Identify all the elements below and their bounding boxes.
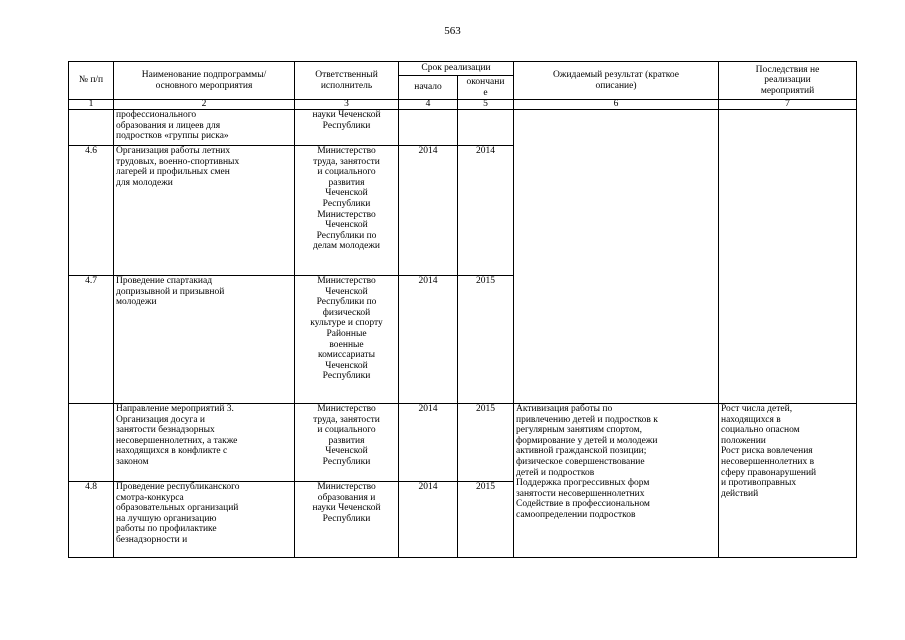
table-row bbox=[69, 110, 857, 146]
row-responsible: Министерство Чеченской Республики по физической культуре и спорту Районные военные комиссариаты Чеченской Республики bbox=[295, 276, 399, 404]
row-start: 2014 bbox=[399, 276, 458, 404]
row-start: 2014 bbox=[399, 404, 458, 482]
column-number: 1 bbox=[69, 100, 114, 110]
column-number: 4 bbox=[399, 100, 458, 110]
header-consequences: Последствия не реализации мероприятий bbox=[719, 62, 857, 100]
row-num: 4.7 bbox=[69, 276, 114, 404]
column-number: 3 bbox=[295, 100, 399, 110]
header-num: № п/п bbox=[69, 62, 114, 100]
row-start: 2014 bbox=[399, 482, 458, 558]
row-responsible: Министерство труда, занятости и социального развития Чеченской Республики bbox=[295, 404, 399, 482]
row-num: 4.8 bbox=[69, 482, 114, 558]
row-responsible: науки Чеченской Республики bbox=[295, 110, 399, 146]
row-consequences-empty bbox=[719, 110, 857, 404]
row-name: Организация работы летних трудовых, военно-спортивных лагерей и профильных смен для молодежи bbox=[114, 146, 295, 276]
row-end: 2015 bbox=[458, 482, 514, 558]
table-row bbox=[69, 404, 857, 482]
column-number: 7 bbox=[719, 100, 857, 110]
header-start: начало bbox=[399, 76, 458, 100]
row-end bbox=[458, 110, 514, 146]
row-result-empty bbox=[514, 110, 719, 404]
column-number: 2 bbox=[114, 100, 295, 110]
row-start: 2014 bbox=[399, 146, 458, 276]
row-num bbox=[69, 404, 114, 482]
row-responsible: Министерство труда, занятости и социального развития Чеченской Республики Министерство Чеченской Республики по делам молодежи bbox=[295, 146, 399, 276]
header-end: окончани е bbox=[458, 76, 514, 100]
row-name: Направление мероприятий 3. Организация досуга и занятости безнадзорных несовершеннолетних, а также находящихся в конфликте с законом bbox=[114, 404, 295, 482]
column-number: 6 bbox=[514, 100, 719, 110]
column-number: 5 bbox=[458, 100, 514, 110]
row-result: Активизация работы по привлечению детей и подростков к регулярным занятиям спортом, формирование у детей и молодежи активной гражданской позиции; физическое совершенствование детей и подростков Поддержка прогрессивных форм занятости несовершеннолетних Содействие в профессиональном самоопределении подростков bbox=[514, 404, 719, 558]
row-end: 2015 bbox=[458, 404, 514, 482]
row-end: 2015 bbox=[458, 276, 514, 404]
header-period: Срок реализации bbox=[399, 62, 514, 76]
page-number: 563 bbox=[444, 25, 461, 37]
program-activities-table bbox=[68, 61, 857, 558]
row-name: Проведение спартакиад допризывной и призывной молодежи bbox=[114, 276, 295, 404]
header-name: Наименование подпрограммы/ основного мероприятия bbox=[114, 62, 295, 100]
row-num: 4.6 bbox=[69, 146, 114, 276]
row-start bbox=[399, 110, 458, 146]
row-responsible: Министерство образования и науки Чеченской Республики bbox=[295, 482, 399, 558]
row-end: 2014 bbox=[458, 146, 514, 276]
row-num bbox=[69, 110, 114, 146]
header-result: Ожидаемый результат (краткое описание) bbox=[514, 62, 719, 100]
row-name: Проведение республиканского смотра-конкурса образовательных организаций на лучшую организацию работы по профилактике безнадзорности и bbox=[114, 482, 295, 558]
row-consequences: Рост числа детей, находящихся в социально опасном положении Рост риска вовлечения несовершеннолетних в сферу правонарушений и противоправных действий bbox=[719, 404, 857, 558]
header-responsible: Ответственный исполнитель bbox=[295, 62, 399, 100]
row-name: профессионального образования и лицеев для подростков «группы риска» bbox=[114, 110, 295, 146]
